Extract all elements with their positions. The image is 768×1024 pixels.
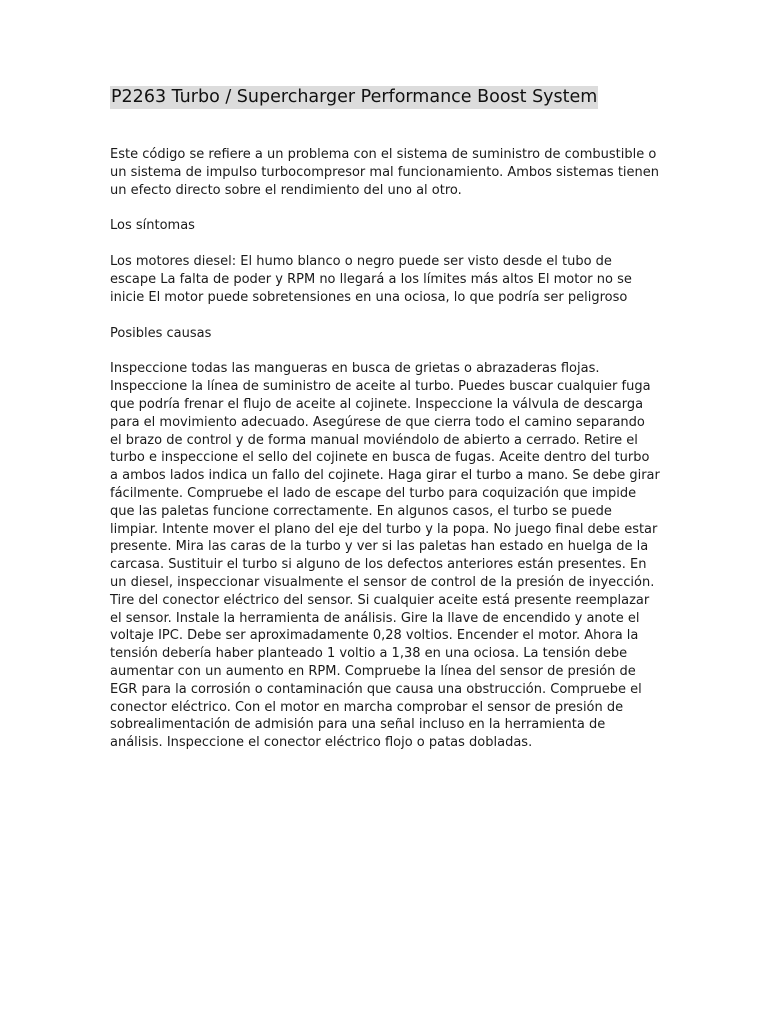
symptoms-paragraph: Los motores diesel: El humo blanco o negro puede ser visto desde el tubo de escape La falta de poder y RPM no llegará a los límites más altos El motor no se inicie El motor puede sobretensiones en una ociosa, lo que podría ser peligroso [110, 254, 632, 305]
page-title: P2263 Turbo / Supercharger Performance Boost System [111, 87, 598, 107]
document-body [110, 86, 660, 752]
symptoms-heading: Los síntomas [110, 218, 195, 234]
intro-paragraph: Este código se refiere a un problema con el sistema de suministro de combustible o un sistema de impulso turbocompresor mal funcionamiento. Ambos sistemas tienen un efecto directo sobre el rendimiento del uno al otro. [110, 147, 659, 198]
causes-paragraph: Inspeccione todas las mangueras en busca de grietas o abrazaderas flojas. Inspeccione la línea de suministro de aceite al turbo. Puedes buscar cualquier fuga que podría frenar el flujo de aceite al cojinete. Inspeccione la válvula de descarga para el movimiento adecuado. Asegúrese de que cierra todo el camino separando el brazo de control y de forma manual moviéndolo de abierto a cerrado. Retire el turbo e inspeccione el sello del cojinete en busca de fugas. Aceite dentro del turbo a ambos lados indica un fallo del cojinete. Haga girar el turbo a mano. Se debe girar fácilmente. Compruebe el lado de escape del turbo para coquización que impide que las paletas funcione correctamente. En algunos casos, el turbo se puede limpiar. Intente mover el plano del eje del turbo y la popa. No juego final debe estar presente. Mira las caras de la turbo y ver si las paletas han estado en huelga de la carcasa. Sustituir el turbo si alguno de los defectos anteriores están presentes. En un diesel, inspeccionar visualmente el sensor de control de la presión de inyección. Tire del conector eléctrico del sensor. Si cualquier aceite está presente reemplazar el sensor. Instale la herramienta de análisis. Gire la llave de encendido y anote el voltaje IPC. Debe ser aproximadamente 0,28 voltios. Encender el motor. Ahora la tensión debería haber planteado 1 voltio a 1,38 en una ociosa. La tensión debe aumentar con un aumento en RPM. Compruebe la línea del sensor de presión de EGR para la corrosión o contaminación que causa una obstrucción. Compruebe el conector eléctrico. Con el motor en marcha comprobar el sensor de presión de sobrealimentación de admisión para una señal incluso en la herramienta de análisis. Inspeccione el conector eléctrico flojo o patas dobladas. [110, 361, 660, 751]
causes-heading: Posibles causas [110, 325, 212, 341]
